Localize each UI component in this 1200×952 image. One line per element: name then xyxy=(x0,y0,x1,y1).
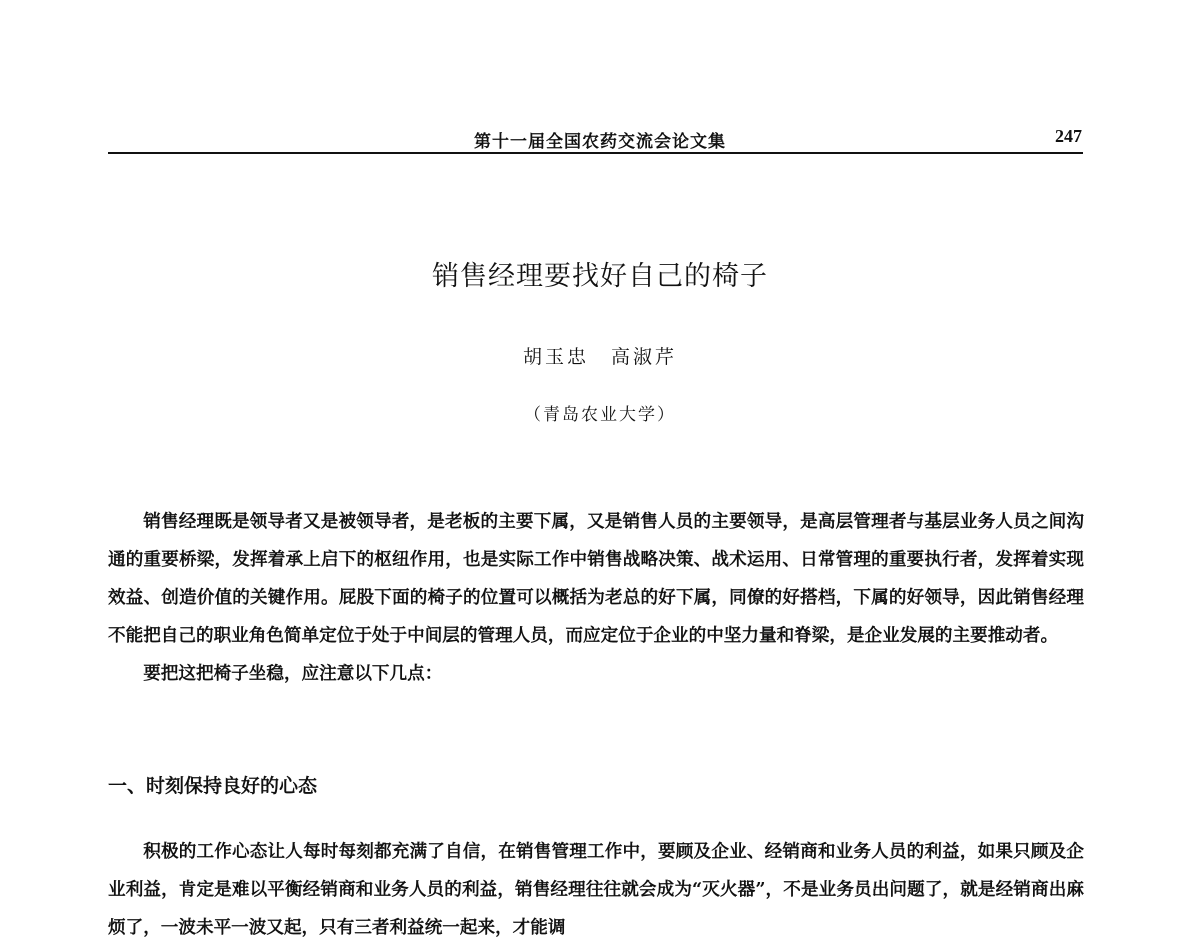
article-authors: 胡玉忠 高淑芹 xyxy=(522,346,677,368)
section-1-body xyxy=(108,833,1084,947)
paragraph-intro-2: 要把这把椅子坐稳，应注意以下几点： xyxy=(143,663,443,684)
paragraph-section-1: 积极的工作心态让人每时每刻都充满了自信，在销售管理工作中，要顾及企业、经销商和业务人员的利益，如果只顾及企业利益，肯定是难以平衡经销商和业务人员的利益，销售经理往往就会成为“灭火器”，不是业务员出问题了，就是经销商出麻烦了，一波未平一波又起，只有三者利益统一起来，才能调 xyxy=(108,841,1084,938)
article-title: 销售经理要找好自己的椅子 xyxy=(432,261,768,292)
article-intro xyxy=(108,503,1084,693)
article-affiliation: （青岛农业大学） xyxy=(524,405,676,425)
header-rule xyxy=(108,152,1083,154)
page-number: 247 xyxy=(1055,126,1082,146)
paragraph-intro-1: 销售经理既是领导者又是被领导者，是老板的主要下属，又是销售人员的主要领导，是高层管理者与基层业务人员之间沟通的重要桥梁，发挥着承上启下的枢纽作用，也是实际工作中销售战略决策、战术运用、日常管理的重要执行者，发挥着实现效益、创造价值的关键作用。屁股下面的椅子的位置可以概括为老总的好下属，同僚的好搭档，下属的好领导，因此销售经理不能把自己的职业角色简单定位于处于中间层的管理人员，而应定位于企业的中坚力量和脊梁，是企业发展的主要推动者。 xyxy=(108,511,1084,646)
section-heading-1: 一、时刻保持良好的心态 xyxy=(108,775,318,797)
running-header-title: 第十一届全国农药交流会论文集 xyxy=(474,132,726,152)
